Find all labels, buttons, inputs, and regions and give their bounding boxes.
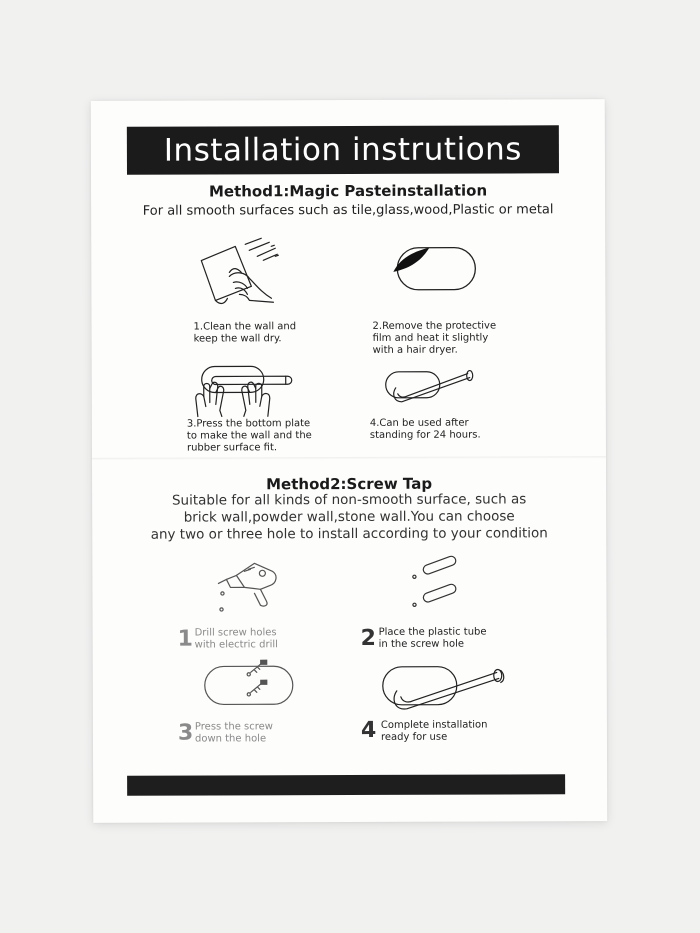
step-line: Complete installation <box>380 719 488 731</box>
step-line: Drill screw holes <box>194 627 277 639</box>
step-number: 2 <box>360 625 376 651</box>
step-line: rubber surface fit. <box>186 442 278 454</box>
step-line: film and heat it slightly <box>372 332 489 344</box>
method2-step2-text <box>379 627 487 651</box>
step-number: 4 <box>360 717 377 743</box>
page-title: Installation instrutions <box>163 131 522 169</box>
method1-step1-text <box>194 321 297 345</box>
method1-subtitle: For all smooth surfaces such as tile,glass,wood,Plastic or metal <box>142 202 554 219</box>
holder-icon <box>381 662 505 714</box>
wipe-wall-icon <box>199 236 281 310</box>
step-line: standing for 24 hours. <box>369 429 481 441</box>
step-line: 1.Clean the wall and <box>193 321 297 333</box>
step-line: Press the screw <box>194 721 273 733</box>
method1-step2-text <box>373 320 497 356</box>
instruction-sheet <box>91 99 608 823</box>
step-line: 3.Press the bottom plate <box>186 418 311 430</box>
method2-heading: Method2:Screw Tap <box>266 474 433 494</box>
step-line: 2.Remove the protective <box>372 320 497 332</box>
method1-step4-text <box>370 418 481 442</box>
subtitle-line: brick wall,powder wall,stone wall.You can choose <box>183 508 515 526</box>
method2-subtitle <box>92 491 606 544</box>
press-plate-icon <box>194 362 294 418</box>
step-number: 1 <box>177 626 193 652</box>
plastic-tube-icon <box>408 557 460 613</box>
subtitle-line: Suitable for all kinds of non-smooth surface, such as <box>171 491 527 509</box>
step-line: in the screw hole <box>378 638 465 650</box>
paper-fold-line <box>92 456 606 460</box>
step-line: with a hair dryer. <box>372 344 458 356</box>
step-line: keep the wall dry. <box>193 333 282 345</box>
method2-step3-text <box>195 721 273 745</box>
method1-step3-text <box>187 418 312 454</box>
method1-heading: Method1:Magic Pasteinstallation <box>208 181 488 201</box>
step-number: 3 <box>177 720 194 746</box>
step-line: ready for use <box>380 731 448 743</box>
method2-step4-text <box>381 720 488 744</box>
step-line: Place the plastic tube <box>378 626 487 638</box>
peel-film-icon <box>389 242 479 294</box>
method2-step1-text <box>195 627 278 651</box>
step-line: with electric drill <box>194 639 278 651</box>
bottom-bar <box>127 774 565 796</box>
subtitle-line: any two or three hole to install according to your condition <box>150 525 548 543</box>
step-line: 4.Can be used after <box>369 417 469 429</box>
step-line: to make the wall and the <box>186 430 312 442</box>
drill-icon <box>214 557 286 617</box>
step-line: down the hole <box>194 733 267 745</box>
holder-icon <box>384 368 476 408</box>
screw-plate-icon <box>203 660 295 708</box>
title-bar <box>127 125 559 175</box>
